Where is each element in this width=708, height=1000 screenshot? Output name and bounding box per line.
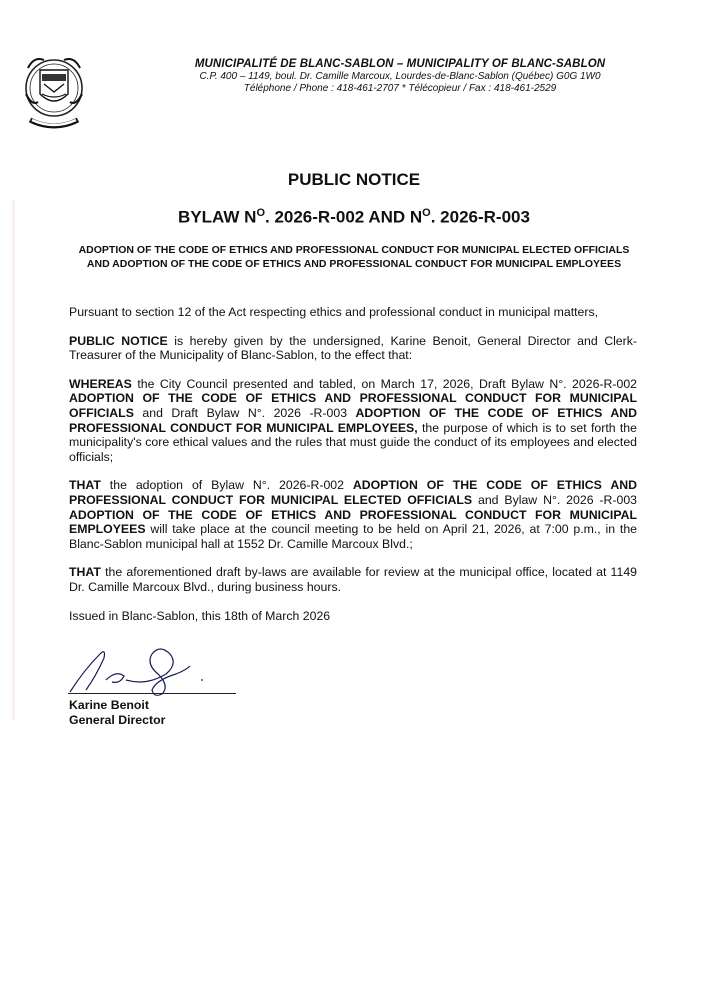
that-text-1: the adoption of Bylaw N°. 2026-R-002 (100, 478, 353, 493)
notice-body (69, 305, 637, 637)
paragraph-pursuant: Pursuant to section 12 of the Act respecting ethics and professional conduct in municipal matters, (69, 305, 599, 319)
signatory-name: Karine Benoit (69, 698, 149, 712)
signatory-role: General Director (69, 713, 166, 727)
handwritten-signature (66, 640, 241, 698)
number-sign-2: O (422, 207, 431, 219)
municipality-phone-fax: Téléphone / Phone : 418-461-2707 * Télécopieur / Fax : 418-461-2529 (243, 83, 557, 94)
whereas-bylaw-title-2: ADOPTION OF THE CODE OF ETHICS AND PROFESSIONAL CONDUCT FOR MUNICIPAL EMPLOYEES, (69, 405, 638, 435)
that-text-3: will take place at the council meeting to be held on April 21, 2026, at 7:00 p.m., in the Blanc-Sablon municipal hall at 1552 Dr. Camille Marcoux Blvd.; (69, 522, 637, 551)
that-lead-1: THAT (69, 478, 101, 493)
that-review-text: the aforementioned draft by-laws are available for review at the municipal office, located at 1149 Dr. Camille Marcoux Blvd., during business hours. (69, 565, 637, 594)
that-lead-2: THAT (69, 565, 101, 580)
that-text-2: and Bylaw N°. 2026 -R-003 (472, 492, 637, 507)
paragraph-that-adoption (69, 478, 637, 551)
notice-subject: ADOPTION OF THE CODE OF ETHICS AND PROFESSIONAL CONDUCT FOR MUNICIPAL ELECTED OFFICIALS AND ADOPTION OF THE CODE OF ETHICS AND PROFESSIONAL CONDUCT FOR MUNICIPAL EMPLOYEES (78, 244, 630, 270)
public-notice-text: is hereby given by the undersigned, Karine Benoit, General Director and Clerk-Treasurer of the Municipality of Blanc-Sablon, to the effect that: (69, 333, 637, 363)
municipality-name: MUNICIPALITÉ DE BLANC-SABLON – MUNICIPALITY OF BLANC-SABLON (194, 58, 606, 70)
that-bylaw-title-1: ADOPTION OF THE CODE OF ETHICS AND PROFESSIONAL CONDUCT FOR MUNICIPAL ELECTED OFFICIALS (69, 478, 637, 507)
issued-line: Issued in Blanc-Sablon, this 18th of March 2026 (69, 608, 331, 623)
whereas-text-2: and Draft Bylaw N°. 2026 -R-003 (133, 405, 356, 420)
whereas-text-3: the purpose of which is to set forth the municipality's core ethical values and the rules that must guide the conduct of its employees and elected officials; (69, 420, 637, 464)
scan-margin-mark (6, 200, 22, 720)
public-notice-lead: PUBLIC NOTICE (69, 333, 168, 348)
signature-line (68, 693, 236, 694)
number-sign-1: O (256, 207, 265, 219)
municipality-address: C.P. 400 – 1149, boul. Dr. Camille Marcoux, Lourdes-de-Blanc-Sablon (Québec) G0G 1W0 (199, 71, 601, 82)
paragraph-that-review (69, 565, 637, 594)
paragraph-whereas (69, 377, 637, 465)
notice-title: PUBLIC NOTICE (287, 170, 421, 189)
bylaw-number-1: . 2026-R-002 AND N (265, 207, 423, 227)
whereas-lead: WHEREAS (69, 376, 132, 391)
letterhead (130, 58, 670, 94)
that-bylaw-title-2: ADOPTION OF THE CODE OF ETHICS AND PROFESSIONAL CONDUCT FOR MUNICIPAL EMPLOYEES (69, 507, 637, 537)
bylaw-prefix: BYLAW N (178, 207, 257, 227)
paragraph-public-notice (69, 334, 637, 363)
municipal-crest-icon (18, 48, 90, 138)
whereas-bylaw-title-1: ADOPTION OF THE CODE OF ETHICS AND PROFESSIONAL CONDUCT FOR MUNICIPAL OFFICIALS (69, 391, 637, 420)
bylaw-number-2: . 2026-R-003 (430, 207, 530, 227)
bylaw-title (0, 207, 708, 228)
whereas-text-1: the City Council presented and tabled, on March 17, 2026, Draft Bylaw N°. 2026-R-002 (131, 376, 637, 391)
